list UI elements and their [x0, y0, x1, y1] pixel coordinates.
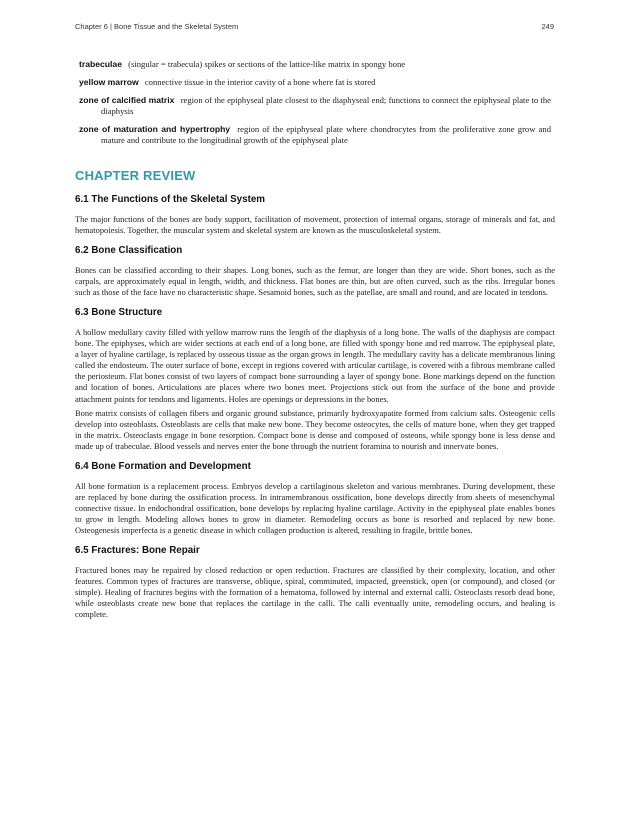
review-section-6-3 — [75, 307, 555, 452]
page-number: 249 — [541, 22, 554, 31]
section-title: 6.5 Fractures: Bone Repair — [75, 544, 200, 556]
section-paragraph: Fractured bones may be repaired by closed reduction or open reduction. Fractures are classified by their complexity, location, and other features. Common types of fractures are transverse, oblique, spiral, comminuted, impacted, greenstick, open (or compound), and closed (or simple). Healing of fractures begins with the formation of a hematoma, followed by internal and external calli. Osteoclasts resorb dead bone, while osteoblasts create new bone that replaces the cartilage in the calli. The calli eventually unite, remodeling occurs, and healing is complete. — [75, 564, 555, 620]
review-section-6-4 — [75, 461, 555, 536]
glossary-definition: region of the epiphyseal plate closest to the diaphyseal end; functions to connect the epiphyseal plate to the diaphysis — [101, 95, 551, 116]
section-paragraph: The major functions of the bones are body support, facilitation of movement, protection of internal organs, storage of minerals and fat, and hematopoiesis. Together, the muscular system and skeletal system are known as the musculoskeletal system. — [75, 214, 555, 236]
glossary-term: zone of maturation and hypertrophy — [79, 124, 231, 134]
section-title: 6.3 Bone Structure — [75, 307, 163, 319]
glossary-entry — [79, 77, 551, 88]
review-section-6-5 — [75, 545, 555, 620]
glossary-entry — [79, 124, 551, 146]
section-title: 6.1 The Functions of the Skeletal System — [75, 194, 266, 205]
section-title: 6.2 Bone Classification — [75, 245, 183, 257]
running-header — [75, 22, 554, 31]
section-title: 6.4 Bone Formation and Development — [75, 460, 251, 472]
glossary-entry — [79, 95, 551, 117]
section-paragraph: All bone formation is a replacement process. Embryos develop a cartilaginous skeleton and various membranes. During development, these are replaced by bone during the ossification process. In intramembranous ossification, bone develops directly from sheets of mesenchymal connective tissue. In endochondral ossification, bone develops by replacing hyaline cartilage. Activity in the epiphyseal plate enables bones to grow in length. Modeling allows bones to grow in diameter. Remodeling occurs as bone is resorbed and replaced by new bone. Osteogenesis imperfecta is a genetic disease in which collagen production is altered, resulting in fragile, brittle bones. — [75, 480, 555, 535]
chapter-running-title: Chapter 6 | Bone Tissue and the Skeletal System — [75, 22, 239, 31]
glossary-term: yellow marrow — [79, 77, 139, 87]
review-section-6-1 — [75, 194, 555, 236]
section-paragraph: Bones can be classified according to their shapes. Long bones, such as the femur, are longer than they are wide. Short bones, such as the carpals, are approximately equal in length, width, and thickness. Flat bones are thin, but are often curved, such as the ribs. Irregular bones such as those of the face have no characteristic shape. Sesamoid bones, such as the patellae, are small and round, and are located in tendons. — [75, 265, 555, 298]
chapter-review-heading: CHAPTER REVIEW — [75, 168, 196, 183]
glossary-entry — [79, 59, 551, 70]
section-paragraph: A hollow medullary cavity filled with yellow marrow runs the length of the diaphysis of a long bone. The walls of the diaphysis are compact bone. The epiphyses, which are wider sections at each end of a long bone, are filled with spongy bone and red marrow. The epiphyseal plate, a layer of hyaline cartilage, is replaced by osseous tissue as the organ grows in length. The medullary cavity has a delicate membranous lining called the endosteum. The outer surface of bone, except in regions covered with articular cartilage, is covered with a fibrous membrane called the periosteum. Flat bones consist of two layers of compact bone surrounding a layer of spongy bone. Bone markings depend on the function and location of bones. Articulations are places where two bones meet. Projections stick out from the surface of the bone and provide attachment points for tendons and ligaments. Holes are openings or depressions in the bones. — [75, 327, 555, 404]
glossary-term: trabeculae — [79, 59, 122, 69]
review-section-6-2 — [75, 245, 555, 298]
glossary-definition: connective tissue in the interior cavity of a bone where fat is stored — [144, 77, 376, 87]
chapter-review-content — [75, 168, 555, 629]
glossary-definition: (singular = trabecula) spikes or sections of the lattice-like matrix in spongy bone — [128, 59, 406, 69]
glossary-definition: region of the epiphyseal plate where chondrocytes from the proliferative zone grow and mature and contribute to the longitudinal growth of the epiphyseal plate — [101, 124, 551, 145]
glossary-term: zone of calcified matrix — [79, 95, 175, 105]
glossary-list — [79, 59, 551, 153]
section-paragraph: Bone matrix consists of collagen fibers and organic ground substance, primarily hydroxyapatite formed from calcium salts. Osteogenic cells develop into osteoblasts. Osteoblasts are cells that make new bone. They become osteocytes, the cells of mature bone, when they get trapped in the matrix. Osteoclasts engage in bone resorption. Compact bone is dense and composed of osteons, while spongy bone is less dense and made up of trabeculae. Blood vessels and nerves enter the bone through the nutrient foramina to nourish and innervate bones. — [75, 407, 555, 451]
